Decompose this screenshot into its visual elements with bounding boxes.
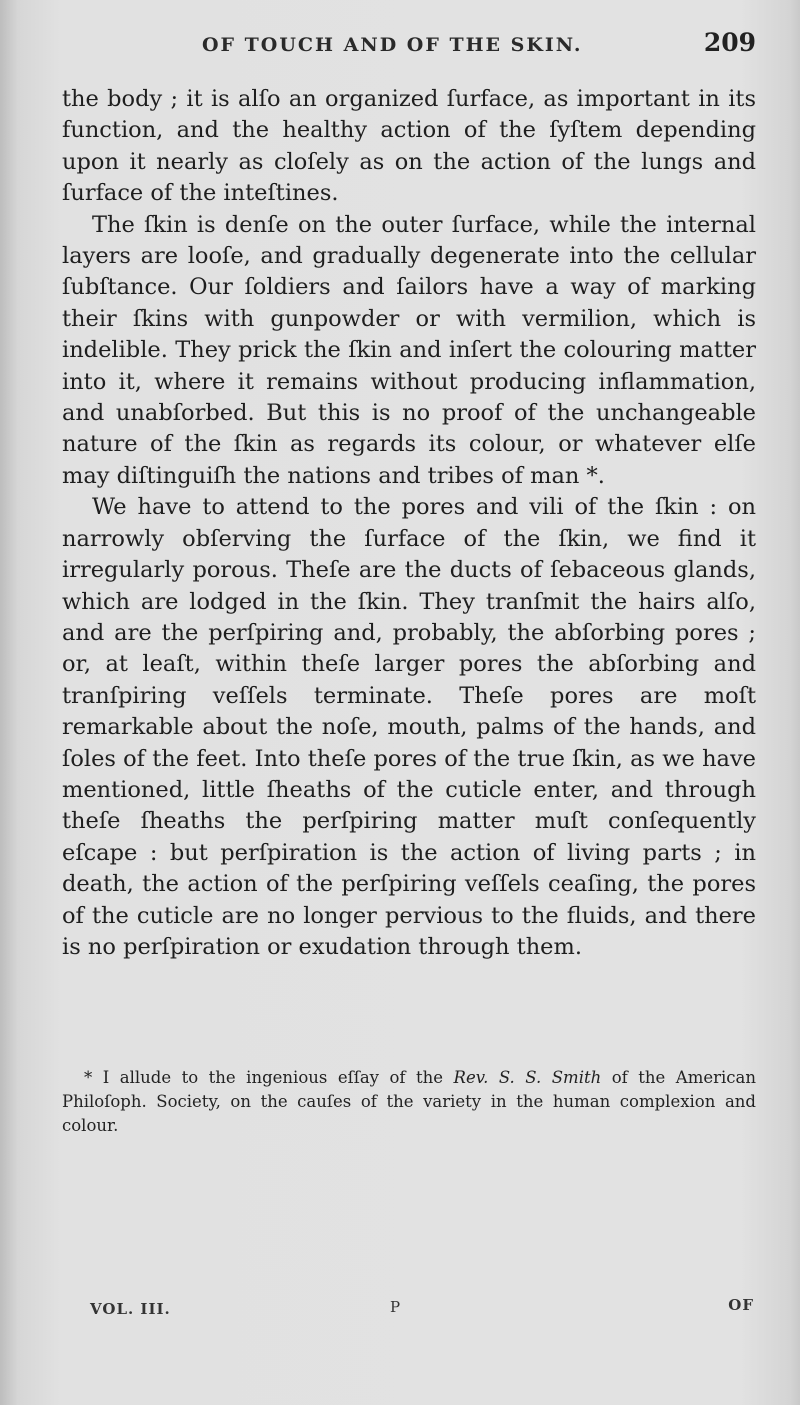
footnote bbox=[62, 1066, 756, 1138]
footnote-marker: * bbox=[84, 1068, 93, 1087]
page-number: 209 bbox=[703, 28, 756, 57]
running-title: OF TOUCH AND OF THE SKIN. bbox=[202, 34, 583, 56]
main-text bbox=[62, 84, 756, 963]
paragraph-skin-density: The ſkin is denſe on the outer ſurface, while the internal layers are looſe, and gradually degenerate into the cellular ſubſtance. Our ſoldiers and ſailors have a way of marking their ſkins with gunpowder or with vermilion, which is indelible. They prick the ſkin and inſert the colouring matter into it, where it remains without producing inflammation, and unabſorbed. But this is no proof of the unchangeable nature of the ſkin as regards its colour, or whatever elſe may diſtinguiſh the nations and tribes of man *. bbox=[62, 211, 756, 489]
catchword: OF bbox=[728, 1296, 754, 1314]
footnote-author: Rev. S. S. Smith bbox=[453, 1068, 602, 1087]
signature-mark: P bbox=[390, 1298, 401, 1316]
paragraph-continued: the body ; it is alſo an organized ſurface, as important in its function, and the healthy action of the ſyſtem depending upon it nearly as cloſely as on the action of the lungs and ſurface of the inteſtines. bbox=[62, 86, 756, 207]
footnote-paragraph bbox=[62, 1066, 756, 1138]
footnote-text-before: I allude to the ingenious eſſay of the bbox=[102, 1068, 444, 1087]
paragraph-pores: We have to attend to the pores and vili of the ſkin : on narrowly obſerving the ſurface of the ſkin, we find it irregularly porous. Theſe are the ducts of ſebaceous glands, which are lodged in the ſkin. They tranſmit the hairs alſo, and are the perſpiring and, probably, the abſorbing pores ; or, at leaſt, within theſe larger pores the abſorbing and tranſpiring veſſels terminate. Theſe pores are moſt remarkable about the noſe, mouth, palms of the hands, and ſoles of the feet. Into theſe pores of the true ſkin, as we have mentioned, little ſheaths of the cuticle enter, and through theſe ſheaths the perſpiring matter muſt conſequently eſcape : but perſpiration is the action of living parts ; in death, the action of the perſpiring veſſels ceaſing, the pores of the cuticle are no longer pervious to the fluids, and there is no perſpiration or exudation through them. bbox=[62, 494, 756, 960]
page-footer bbox=[62, 1296, 764, 1330]
page-header bbox=[62, 28, 764, 68]
footnote-text-after: of the American Philoſoph. Society, on the cauſes of the variety in the human complexion and colour. bbox=[62, 1068, 757, 1135]
volume-label: VOL. III. bbox=[90, 1300, 171, 1318]
